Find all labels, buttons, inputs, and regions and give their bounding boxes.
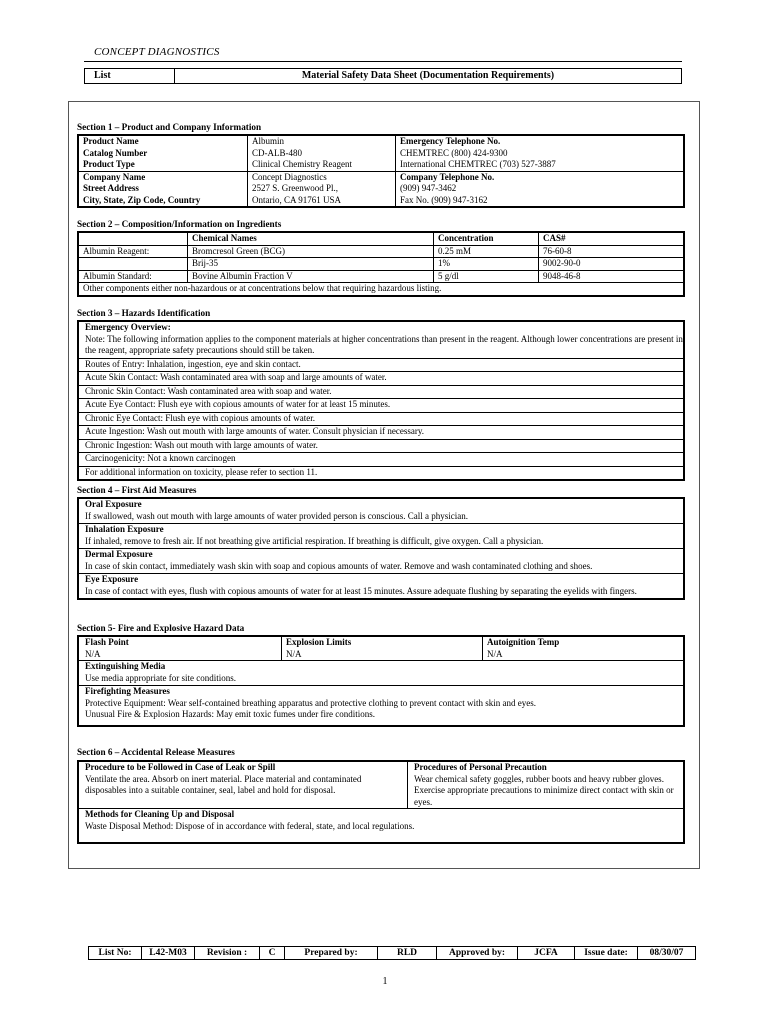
table-row: [78, 148, 684, 160]
section-6-box: [77, 760, 685, 844]
concentration: 0.25 mM: [434, 245, 539, 258]
personal-precaution-label: Procedures of Personal Precaution: [414, 762, 547, 772]
chemical-names-header: Chemical Names: [188, 232, 434, 245]
flash-point-cell: [79, 637, 281, 660]
concentration: 5 g/dl: [434, 270, 539, 283]
flash-point-value: N/A: [85, 648, 101, 659]
extinguishing-media-label: Extinguishing Media: [85, 661, 166, 671]
table-row: [78, 283, 684, 296]
personal-precaution-text: Wear chemical safety goggles, rubber boots and heavy rubber gloves. Exercise appropriate precautions to minimize direct contact with skin or eyes.: [414, 773, 674, 807]
fire-data-row: [79, 637, 683, 660]
approved-by-value: JCFA: [518, 947, 575, 959]
section-2-table: [77, 231, 685, 297]
list-no-label: List No:: [89, 947, 142, 959]
cas-number: 9002-90-0: [539, 258, 685, 271]
fax-number: Fax No. (909) 947-3162: [396, 195, 685, 208]
hazard-line: Chronic Ingestion: Wash out mouth with large amounts of water.: [79, 439, 683, 453]
section-3-title: Section 3 – Hazards Identification: [77, 308, 211, 318]
other-components-note: Other components either non-hazardous or at concentrations below that requiring hazardous listing.: [78, 283, 684, 296]
table-row: [78, 171, 684, 183]
cas-number: 76-60-8: [539, 245, 685, 258]
cleanup-label: Methods for Cleaning Up and Disposal: [85, 809, 235, 819]
cas-header: CAS#: [539, 232, 685, 245]
table-row: [78, 270, 684, 283]
issue-date-value: 08/30/07: [649, 948, 684, 958]
release-row: [79, 762, 683, 808]
section-5-box: [77, 635, 685, 727]
ingredient-group: [78, 258, 188, 271]
spill-procedure-label: Procedure to be Followed in Case of Leak or Spill: [85, 762, 276, 772]
hazard-line: Carcinogenicity: Not a known carcinogen: [79, 452, 683, 466]
hazard-line: Acute Eye Contact: Flush eye with copious amounts of water for at least 15 minutes.: [79, 398, 683, 412]
first-aid-label: Eye Exposure: [85, 574, 139, 584]
company-name-header: CONCEPT DIAGNOSTICS: [94, 46, 220, 58]
chemical-name: Bovine Albumin Fraction V: [188, 270, 434, 283]
hazard-line: For additional information on toxicity, please refer to section 11.: [79, 466, 683, 480]
firefighting-text-2: Unusual Fire & Explosion Hazards: May emit toxic fumes under fire conditions.: [85, 709, 375, 719]
list-no-value: L42-M03: [142, 947, 195, 959]
table-row: [78, 232, 684, 245]
emergency-overview: [79, 322, 683, 358]
explosion-limits-cell: [281, 637, 482, 660]
cleanup-text: Waste Disposal Method: Dispose of in accordance with federal, state, and local regulations.: [85, 820, 415, 831]
concentration: 1%: [434, 258, 539, 271]
company-phone-label: Company Telephone No.: [396, 171, 685, 183]
chemical-name: Brij-35: [188, 258, 434, 271]
cleanup-disposal: [79, 808, 683, 842]
page-number: 1: [382, 976, 388, 987]
emergency-overview-text: Note: The following information applies to the component materials at higher concentrations than present in the reagent. Although lower concentrations are present in the reagent, appropriate safety precautions should still be taken.: [85, 333, 683, 355]
company-name-value: Concept Diagnostics: [248, 171, 396, 183]
table-row: [78, 245, 684, 258]
first-aid-text: If inhaled, remove to fresh air. If not breathing give artificial respiration. If breathing is difficult, give oxygen. Call a physician.: [85, 535, 544, 546]
autoignition-label: Autoignition Temp: [487, 637, 560, 647]
approved-by-label: Approved by:: [437, 947, 518, 959]
revision-value: C: [260, 947, 285, 959]
first-aid-label: Dermal Exposure: [85, 549, 153, 559]
extinguishing-media-text: Use media appropriate for site conditions.: [85, 672, 236, 683]
prepared-by-label: Prepared by:: [285, 947, 378, 959]
concentration-header: Concentration: [434, 232, 539, 245]
first-aid-item: [79, 573, 683, 598]
catalog-number-value: CD-ALB-480: [252, 147, 302, 158]
first-aid-label: Inhalation Exposure: [85, 524, 164, 534]
table-row: [78, 258, 684, 271]
header-title-box: [84, 68, 682, 84]
spill-procedure-text: Ventilate the area. Absorb on inert material. Place material and contaminated disposables into a suitable container, seal, label and hold for disposal.: [85, 773, 362, 795]
intl-chemtrec-phone: International CHEMTREC (703) 527-3887: [396, 159, 685, 171]
personal-precaution-cell: [407, 762, 683, 808]
hazard-line: Acute Skin Contact: Wash contaminated area with soap and large amounts of water.: [79, 371, 683, 385]
section-6-title: Section 6 – Accidental Release Measures: [77, 747, 235, 757]
section-1-title: Section 1 – Product and Company Information: [77, 122, 262, 132]
first-aid-label: Oral Exposure: [85, 499, 142, 509]
first-aid-item: [79, 548, 683, 573]
city-state-label: City, State, Zip Code, Country: [78, 195, 248, 208]
first-aid-item: [79, 523, 683, 548]
header-rule: [84, 61, 682, 62]
product-name-label: Product Name: [78, 135, 248, 148]
first-aid-text: In case of skin contact, immediately wash skin with soap and copious amounts of water. Remove and wash contaminated clothing and shoes.: [85, 560, 593, 571]
section-4-title: Section 4 – First Aid Measures: [77, 485, 197, 495]
autoignition-value: N/A: [487, 648, 503, 659]
table-row: [78, 183, 684, 195]
table-row: [78, 159, 684, 171]
firefighting-text-1: Protective Equipment: Wear self-contained breathing apparatus and protective clothing to prevent contact with skin and eyes.: [85, 697, 536, 708]
catalog-number-label: Catalog Number: [78, 148, 248, 160]
street-address-label: Street Address: [78, 183, 248, 195]
explosion-limits-label: Explosion Limits: [286, 637, 352, 647]
hazard-line: Routes of Entry: Inhalation, ingestion, eye and skin contact.: [79, 358, 683, 372]
flash-point-label: Flash Point: [85, 637, 129, 647]
cas-number: 9048-46-8: [539, 270, 685, 283]
hazard-line: Acute Ingestion: Wash out mouth with large amounts of water. Consult physician if necessary.: [79, 425, 683, 439]
product-type-value: Clinical Chemistry Reagent: [252, 159, 352, 169]
table-row: [78, 135, 684, 148]
chemical-name: Bromcresol Green (BCG): [188, 245, 434, 258]
street-address-value: 2527 S. Greenwood Pl.,: [252, 183, 338, 193]
ingredient-group: Albumin Reagent:: [78, 245, 188, 258]
section-1-table: [77, 134, 685, 208]
revision-label: Revision :: [195, 947, 260, 959]
product-type-label: Product Type: [78, 159, 248, 171]
first-aid-text: If swallowed, wash out mouth with large amounts of water provided person is conscious. Call a physician.: [85, 510, 469, 521]
company-name-label: Company Name: [78, 171, 248, 183]
prepared-by-value: RLD: [378, 947, 437, 959]
document-control-footer: [88, 946, 696, 960]
section-4-box: [77, 497, 685, 600]
table-row: [78, 195, 684, 208]
document-title: Material Safety Data Sheet (Documentation Requirements): [301, 70, 555, 81]
section-3-box: [77, 320, 685, 481]
company-phone-value: (909) 947-3462: [396, 183, 685, 195]
emergency-overview-label: Emergency Overview:: [85, 322, 171, 332]
emergency-phone-label: Emergency Telephone No.: [396, 135, 685, 148]
product-name-value: Albumin: [252, 136, 285, 146]
hazard-line: Chronic Skin Contact: Wash contaminated area with soap and water.: [79, 385, 683, 399]
spill-procedure-cell: [79, 762, 407, 808]
ingredient-group: Albumin Standard:: [78, 270, 188, 283]
chemtrec-phone: CHEMTREC (800) 424-9300: [396, 148, 685, 160]
autoignition-cell: [482, 637, 683, 660]
hazard-line: Chronic Eye Contact: Flush eye with copious amounts of water.: [79, 412, 683, 426]
section-2-title: Section 2 – Composition/Information on Ingredients: [77, 219, 282, 229]
firefighting-measures: [79, 685, 683, 725]
firefighting-label: Firefighting Measures: [85, 686, 170, 696]
list-label: List: [85, 69, 175, 83]
explosion-limits-value: N/A: [286, 648, 302, 659]
city-state-value: Ontario, CA 91761 USA: [252, 194, 342, 205]
issue-date-label: Issue date:: [575, 947, 638, 959]
section-5-title: Section 5- Fire and Explosive Hazard Data: [77, 623, 245, 633]
first-aid-item: [79, 499, 683, 523]
extinguishing-media: [79, 660, 683, 685]
first-aid-text: In case of contact with eyes, flush with copious amounts of water for at least 15 minutes. Assure adequate flushing by separating the eyelids with fingers.: [85, 585, 637, 596]
